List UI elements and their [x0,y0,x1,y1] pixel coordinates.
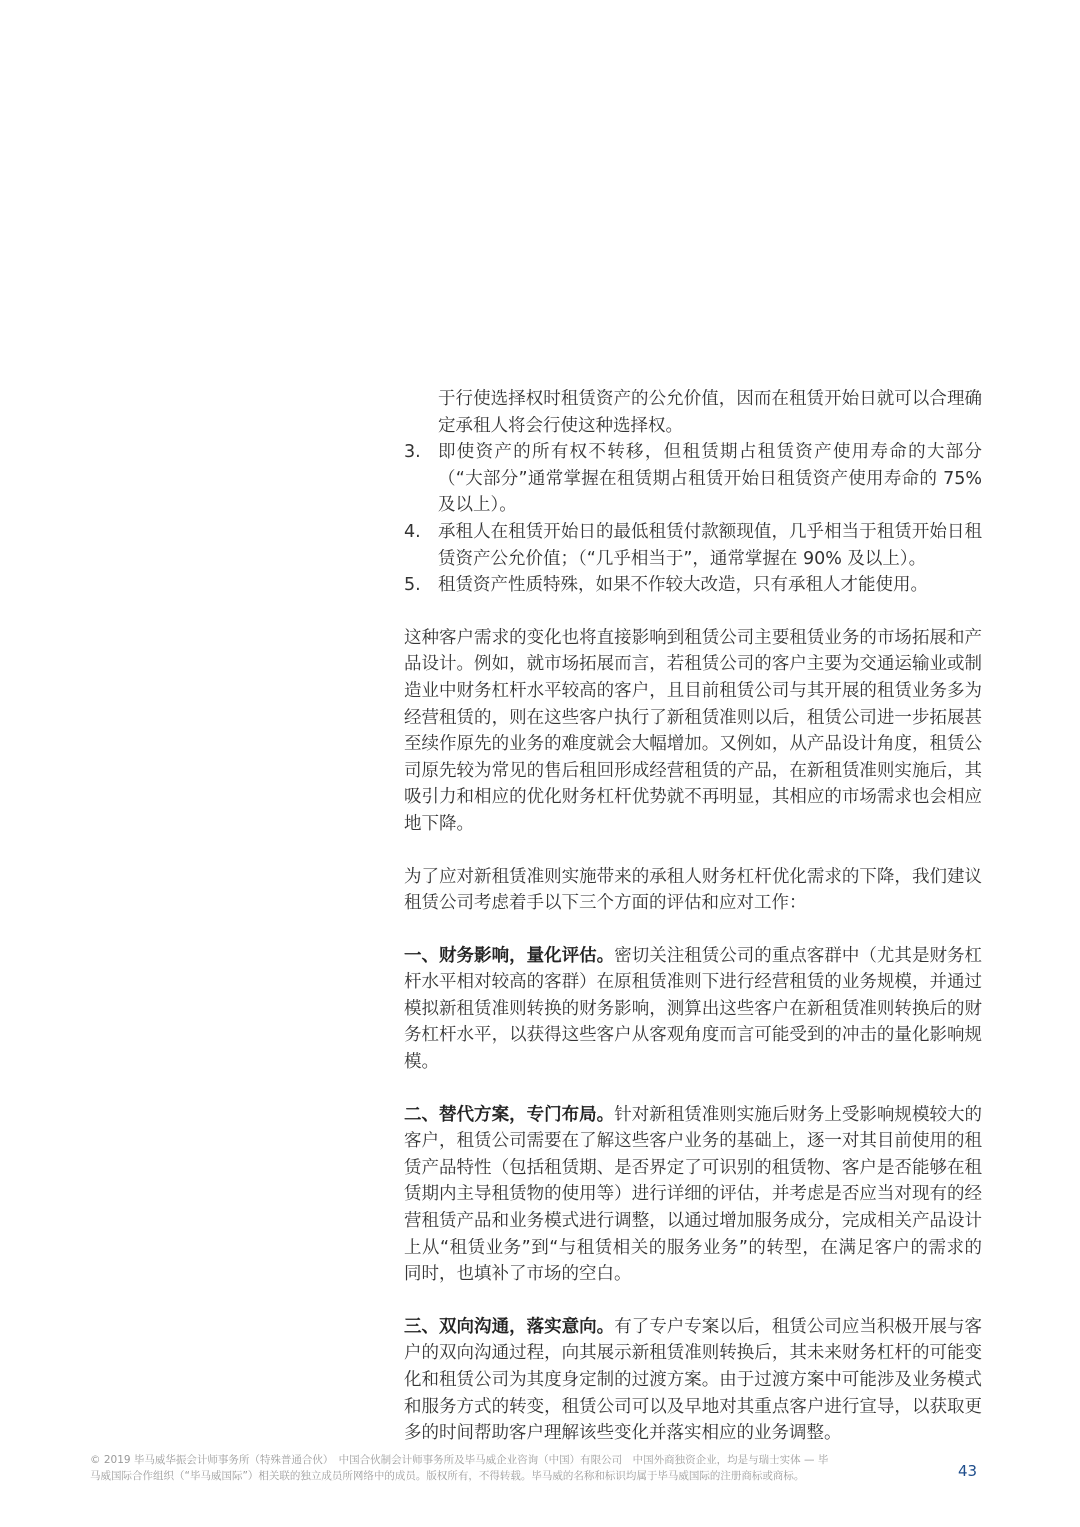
list-number: 5. [404,575,421,596]
section-text: 密切关注租赁公司的重点客群中（尤其是财务杠杆水平相对较高的客群）在原租赁准则下进行经营租赁的业务规模，并通过模拟新租赁准则转换的财务影响，测算出这些客户在新租赁准则转换后的财务杠杆水平，以获得这些客户从客观角度而言可能受到的冲击的量化影响规模。 [404,945,982,1073]
list-item-2-continuation: 于行使选择权时租赁资产的公允价值，因而在租赁开始日就可以合理确定承租人将会行使这种选择权。 [438,389,982,436]
section-financial-impact [404,943,982,1076]
main-content [404,386,982,1447]
list-item [404,519,982,572]
list-number: 4. [404,521,421,542]
list-item [404,572,982,599]
list-item-text: 承租人在租赁开始日的最低租赁付款额现值，几乎相当于租赁开始日租赁资产公允价值；（“几乎相当于”，通常掌握在 90% 及以上）。 [438,521,982,569]
list-item [404,439,982,519]
section-heading: 一、财务影响，量化评估。 [404,945,615,966]
section-heading: 三、双向沟通，落实意向。 [404,1316,615,1337]
section-heading: 二、替代方案，专门布局。 [404,1104,615,1125]
paragraph-recommendation-intro: 为了应对新租赁准则实施带来的承租人财务杠杆优化需求的下降，我们建议租赁公司考虑着手以下三个方面的评估和应对工作： [404,866,982,914]
section-alternative-plan [404,1102,982,1288]
list-item-text: 租赁资产性质特殊，如果不作较大改造，只有承租人才能使用。 [438,575,928,596]
section-text: 有了专户专案以后，租赁公司应当积极开展与客户的双向沟通过程，向其展示新租赁准则转换后，其未来财务杠杆的可能变化和租赁公司为其度身定制的过渡方案。由于过渡方案中可能涉及业务模式和服务方式的转变，租赁公司可以及早地对其重点客户进行宣导，以获取更多的时间帮助客户理解该些变化并落实相应的业务调整。 [404,1316,982,1444]
list-item-text: 即使资产的所有权不转移，但租赁期占租赁资产使用寿命的大部分（“大部分”通常掌握在租赁期占租赁开始日租赁资产使用寿命的 75% 及以上）。 [438,442,982,516]
footer-copyright: © 2019 毕马威华振会计师事务所（特殊普通合伙） 中国合伙制会计师事务所及毕马威企业咨询（中国）有限公司 中国外商独资企业，均是与瑞士实体 — 毕马威国际合作组织（“毕马威国际”）相关联的独立成员所网络中的成员。版权所有，不得转载。毕马威的名称和标识均属于毕马威国际的注册商标或商标。 [90,1454,829,1482]
section-text: 针对新租赁准则实施后财务上受影响规模较大的客户，租赁公司需要在了解这些客户业务的基础上，逐一对其目前使用的租赁产品特性（包括租赁期、是否界定了可识别的租赁物、客户是否能够在租赁期内主导租赁物的使用等）进行详细的评估，并考虑是否应当对现有的经营租赁产品和业务模式进行调整，以通过增加服务成分，完成相关产品设计上从“租赁业务”到“与租赁相关的服务业务”的转型，在满足客户的需求的同时，也填补了市场的空白。 [404,1104,982,1285]
section-two-way-communication [404,1314,982,1447]
list-number: 3. [404,442,421,463]
page-number: 43 [958,1462,978,1480]
paragraph-market-impact: 这种客户需求的变化也将直接影响到租赁公司主要租赁业务的市场拓展和产品设计。例如，就市场拓展而言，若租赁公司的客户主要为交通运输业或制造业中财务杠杆水平较高的客户，且目前租赁公司与其开展的租赁业务多为经营租赁的，则在这些客户执行了新租赁准则以后，租赁公司进一步拓展甚至续作原先的业务的难度就会大幅增加。又例如，从产品设计角度，租赁公司原先较为常见的售后租回形成经营租赁的产品，在新租赁准则实施后，其吸引力和相应的优化财务杠杆优势就不再明显，其相应的市场需求也会相应地下降。 [404,627,982,834]
